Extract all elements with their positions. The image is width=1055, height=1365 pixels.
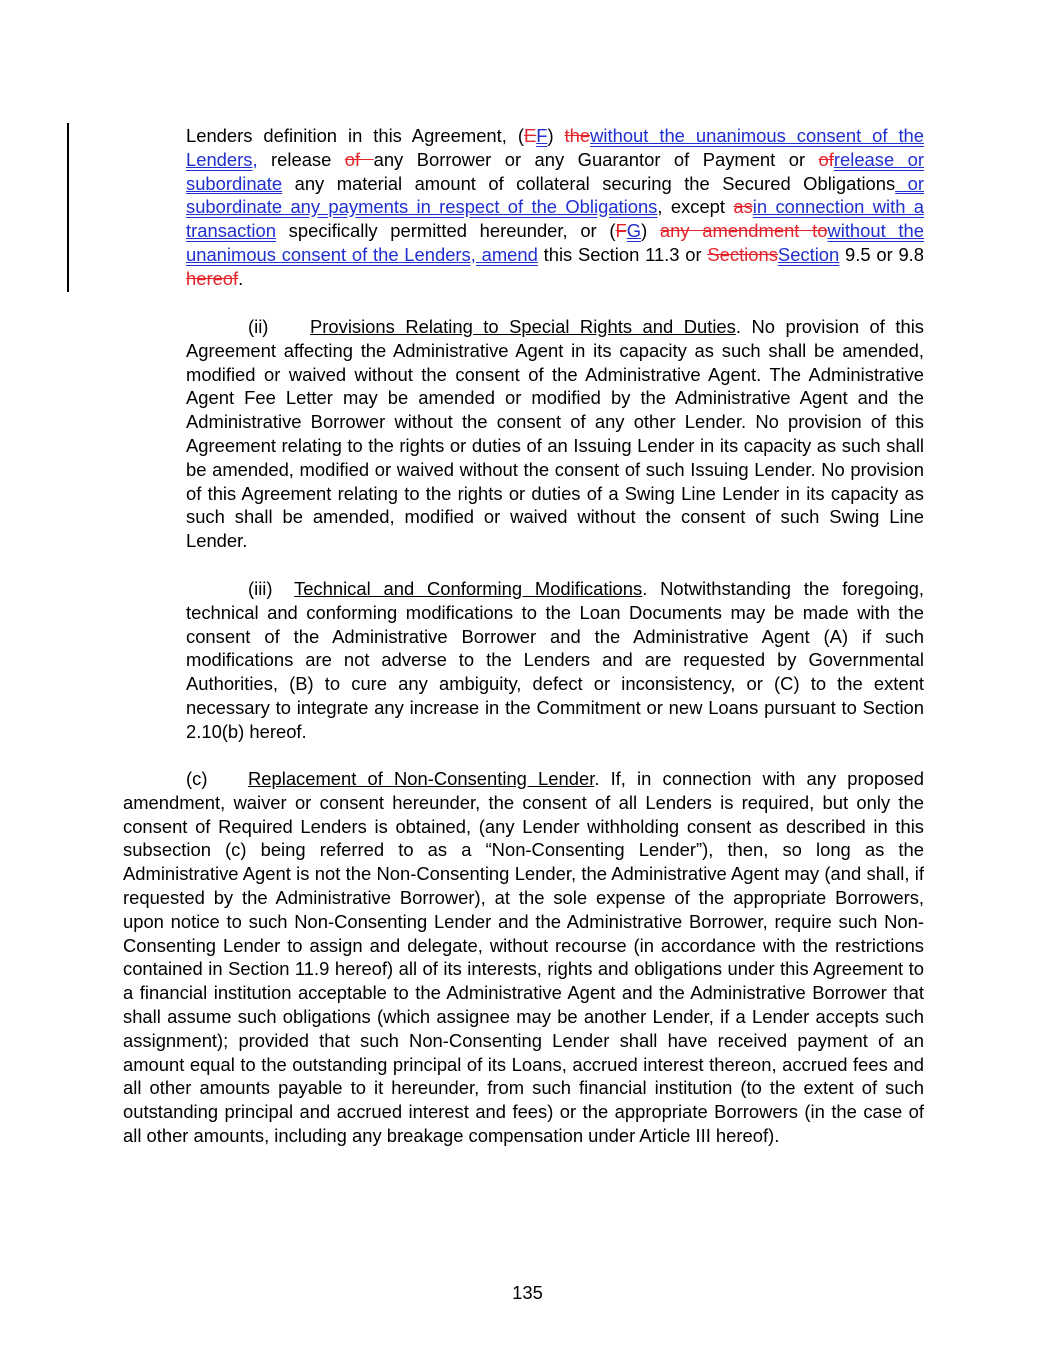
inserted-text: release or subordinate <box>186 148 924 194</box>
deleted-text: the <box>564 125 591 146</box>
section-iii-number: (iii) <box>248 578 273 599</box>
inserted-text: G <box>626 220 642 242</box>
paragraph-text: any Borrower or any Guarantor of Payment or <box>373 148 819 170</box>
section-iii-technical-modifications <box>186 577 924 744</box>
section-iii-heading: Technical and Conforming Modifications <box>294 578 643 599</box>
paragraph-text: . <box>238 267 244 289</box>
deleted-text: as <box>733 196 753 218</box>
deleted-text: any amendment to <box>659 220 828 242</box>
deleted-text: Sections <box>707 243 778 265</box>
paragraph-text: release <box>257 148 345 170</box>
paragraph-text: Lenders definition in this Agreement, ( <box>186 125 524 146</box>
paragraph-text: 9.5 or 9.8 <box>839 243 925 265</box>
inserted-text: without the unanimous consent of the Lenders, amend <box>186 220 925 265</box>
deleted-text: F <box>615 220 627 242</box>
section-ii-special-rights <box>186 315 924 553</box>
paragraph-text: this Section 11.3 or <box>537 243 708 265</box>
deleted-text: E <box>523 125 537 146</box>
paragraph-text: any material amount of collateral securing the Secured Obligations <box>282 172 896 194</box>
section-c-body: . If, in connection with any proposed amendment, waiver or consent hereunder, the consent of all Lenders is required, but only the consent of Required Lenders is obtained, (any Lender withholding consent as described in this subsection (c) being referred to as a “Non-Consenting Lender”), then, so long as the Administrative Agent is not the Non-Consenting Lender, the Administrative Agent may (and shall, if requested by the Administrative Borrower), at the sole expense of the appropriate Borrowers, upon notice to such Non-Consenting Lender and the Administrative Borrower, require such Non-Consenting Lender to assign and delegate, without recourse (in accordance with the restrictions contained in Section 11.9 hereof) all of its interests, rights and obligations under this Agreement to a financial institution acceptable to the Administrative Agent and the Administrative Borrower that shall assume such obligations (which assignee may be another Lender, if a Lender accepts such assignment); provided that such Non-Consenting Lender shall have received payment of an amount equal to the outstanding principal of its Loans, accrued interest thereon, accrued fees and all other amounts payable to it hereunder, from such financial institution (to the extent of such outstanding principal and accrued interest and fees) or the appropriate Borrowers (in the case of all other amounts, including any breakage compensation under Article III hereof). <box>123 768 924 1146</box>
page-number: 135 <box>512 1282 543 1303</box>
section-ii-number: (ii) <box>248 316 269 337</box>
paragraph-text: , except <box>657 196 734 218</box>
paragraph-lenders-definition <box>186 124 924 291</box>
section-ii-heading: Provisions Relating to Special Rights and Duties <box>310 316 736 337</box>
deleted-text: hereof <box>186 267 239 289</box>
deleted-text: of <box>818 148 834 170</box>
section-c-heading: Replacement of Non-Consenting Lender <box>248 768 595 789</box>
inserted-text: Section <box>777 243 840 265</box>
section-c-number: (c) <box>186 768 208 789</box>
revision-change-bar <box>67 123 69 292</box>
inserted-text: without the unanimous consent of the Lenders, <box>186 125 925 170</box>
inserted-text: F <box>536 125 548 146</box>
section-c-replacement-lender <box>123 767 924 1148</box>
paragraph-text: specifically permitted hereunder, or ( <box>275 220 616 242</box>
paragraph-text: ) <box>641 220 660 242</box>
inserted-text: or subordinate any payments in respect of the Obligations <box>186 172 924 218</box>
inserted-text: in connection with a transaction <box>186 196 925 242</box>
section-iii-body: . Notwithstanding the foregoing, technical and conforming modifications to the Loan Documents may be made with the consent of the Administrative Borrower and the Administrative Agent (A) if such modifications are not adverse to the Lenders and are requested by Governmental Authorities, (B) to cure any ambiguity, defect or inconsistency, or (C) to the extent necessary to integrate any increase in the Commitment or new Loans pursuant to Section 2.10(b) hereof. <box>186 578 924 742</box>
section-ii-body: . No provision of this Agreement affecting the Administrative Agent in its capacity as such shall be amended, modified or waived without the consent of the Administrative Agent. The Administrative Agent Fee Letter may be amended or modified by the Administrative Agent and the Administrative Borrower without the consent of any other Lender. No provision of this Agreement relating to the rights or duties of an Issuing Lender in its capacity as such shall be amended, modified or waived without the consent of such Issuing Lender. No provision of this Agreement relating to the rights or duties of a Swing Line Lender in its capacity as such shall be amended, modified or waived without the consent of such Swing Line Lender. <box>186 316 924 552</box>
paragraph-text: ) <box>547 125 565 146</box>
deleted-text: of <box>344 148 374 170</box>
